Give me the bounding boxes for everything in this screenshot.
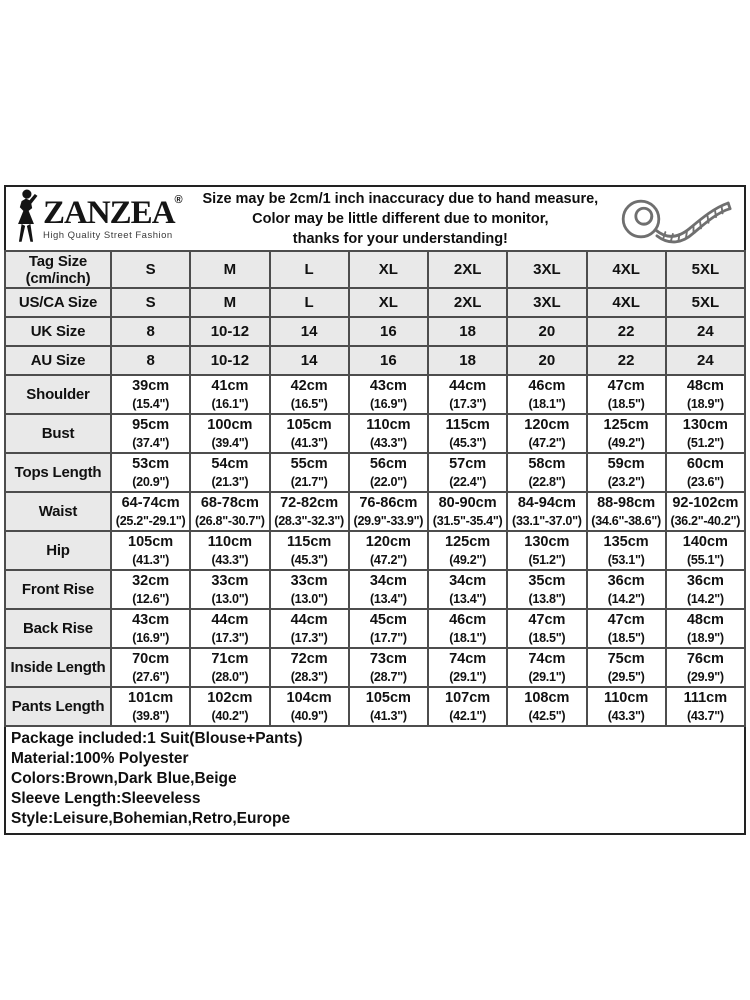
value-cell: 101cm (39.8") xyxy=(111,687,190,726)
disclaimer-line: thanks for your understanding! xyxy=(292,230,508,247)
value-cell: 110cm (43.3") xyxy=(349,414,428,453)
row-label: Back Rise xyxy=(5,609,111,648)
value-cell: 74cm (29.1") xyxy=(428,648,507,687)
value-cell: 64-74cm (25.2"-29.1") xyxy=(111,492,190,531)
value-cell: 47cm (18.5") xyxy=(507,609,586,648)
value-cell: 8 xyxy=(111,346,190,375)
value-cell: 22 xyxy=(587,346,666,375)
row-label: Tops Length xyxy=(5,453,111,492)
value-cell: S xyxy=(111,288,190,317)
value-cell: 10-12 xyxy=(190,317,269,346)
value-cell: 130cm (51.2") xyxy=(666,414,745,453)
value-cell: 59cm (23.2") xyxy=(587,453,666,492)
table-row xyxy=(5,251,745,288)
value-cell: 110cm (43.3") xyxy=(190,531,269,570)
disclaimer-line: Size may be 2cm/1 inch inaccuracy due to hand measure, xyxy=(202,190,599,207)
value-cell: 46cm (18.1") xyxy=(428,609,507,648)
value-cell: 47cm (18.5") xyxy=(587,375,666,414)
value-cell: 18 xyxy=(428,346,507,375)
row-label: Front Rise xyxy=(5,570,111,609)
value-cell: 111cm (43.7") xyxy=(666,687,745,726)
table-row xyxy=(5,609,745,648)
value-cell: 115cm (45.3") xyxy=(270,531,349,570)
detail-line-colors: Colors:Brown,Dark Blue,Beige xyxy=(11,770,237,787)
value-cell: 107cm (42.1") xyxy=(428,687,507,726)
value-cell: 44cm (17.3") xyxy=(190,609,269,648)
value-cell: M xyxy=(190,251,269,288)
value-cell: 102cm (40.2") xyxy=(190,687,269,726)
value-cell: 39cm (15.4") xyxy=(111,375,190,414)
row-label: AU Size xyxy=(5,346,111,375)
detail-line-material: Material:100% Polyester xyxy=(11,750,189,767)
detail-line-style: Style:Leisure,Bohemian,Retro,Europe xyxy=(11,810,291,827)
value-cell: 16 xyxy=(349,317,428,346)
value-cell: 57cm (22.4") xyxy=(428,453,507,492)
value-cell: 88-98cm (34.6"-38.6") xyxy=(587,492,666,531)
value-cell: 24 xyxy=(666,346,745,375)
value-cell: 125cm (49.2") xyxy=(587,414,666,453)
value-cell: 105cm (41.3") xyxy=(111,531,190,570)
value-cell: 105cm (41.3") xyxy=(270,414,349,453)
table-row xyxy=(5,317,745,346)
brand-logo xyxy=(6,186,203,251)
value-cell: 22 xyxy=(587,317,666,346)
value-cell: 95cm (37.4") xyxy=(111,414,190,453)
row-label: US/CA Size xyxy=(5,288,111,317)
size-chart-table xyxy=(4,250,746,727)
value-cell: 130cm (51.2") xyxy=(507,531,586,570)
value-cell: 5XL xyxy=(666,288,745,317)
table-row xyxy=(5,648,745,687)
value-cell: 100cm (39.4") xyxy=(190,414,269,453)
value-cell: 34cm (13.4") xyxy=(428,570,507,609)
value-cell: XL xyxy=(349,288,428,317)
value-cell: 76cm (29.9") xyxy=(666,648,745,687)
value-cell: 71cm (28.0") xyxy=(190,648,269,687)
value-cell: 20 xyxy=(507,346,586,375)
product-details xyxy=(4,727,746,835)
value-cell: 16 xyxy=(349,346,428,375)
value-cell: L xyxy=(270,288,349,317)
value-cell: 56cm (22.0") xyxy=(349,453,428,492)
row-label: Inside Length xyxy=(5,648,111,687)
value-cell: 43cm (16.9") xyxy=(349,375,428,414)
row-label: Pants Length xyxy=(5,687,111,726)
registered-mark: ® xyxy=(174,193,183,206)
value-cell: 20 xyxy=(507,317,586,346)
value-cell: 44cm (17.3") xyxy=(428,375,507,414)
value-cell: 108cm (42.5") xyxy=(507,687,586,726)
value-cell: L xyxy=(270,251,349,288)
value-cell: 105cm (41.3") xyxy=(349,687,428,726)
value-cell: 3XL xyxy=(507,288,586,317)
value-cell: 35cm (13.8") xyxy=(507,570,586,609)
table-row xyxy=(5,346,745,375)
value-cell: 4XL xyxy=(587,288,666,317)
value-cell: 53cm (20.9") xyxy=(111,453,190,492)
value-cell: 58cm (22.8") xyxy=(507,453,586,492)
table-row xyxy=(5,531,745,570)
value-cell: 68-78cm (26.8"-30.7") xyxy=(190,492,269,531)
table-row xyxy=(5,288,745,317)
value-cell: 48cm (18.9") xyxy=(666,609,745,648)
value-cell: 54cm (21.3") xyxy=(190,453,269,492)
value-cell: 8 xyxy=(111,317,190,346)
value-cell: XL xyxy=(349,251,428,288)
value-cell: 47cm (18.5") xyxy=(587,609,666,648)
measuring-tape-icon xyxy=(598,189,744,249)
row-label: Shoulder xyxy=(5,375,111,414)
row-label: Waist xyxy=(5,492,111,531)
value-cell: 33cm (13.0") xyxy=(190,570,269,609)
value-cell: 74cm (29.1") xyxy=(507,648,586,687)
value-cell: 60cm (23.6") xyxy=(666,453,745,492)
value-cell: 115cm (45.3") xyxy=(428,414,507,453)
brand-name: ZANZEA xyxy=(43,194,175,231)
value-cell: 3XL xyxy=(507,251,586,288)
value-cell: 18 xyxy=(428,317,507,346)
size-table-body xyxy=(5,251,745,726)
brand-tagline: High Quality Street Fashion xyxy=(43,229,173,241)
value-cell: 33cm (13.0") xyxy=(270,570,349,609)
value-cell: 41cm (16.1") xyxy=(190,375,269,414)
value-cell: 44cm (17.3") xyxy=(270,609,349,648)
value-cell: 140cm (55.1") xyxy=(666,531,745,570)
value-cell: M xyxy=(190,288,269,317)
value-cell: 104cm (40.9") xyxy=(270,687,349,726)
value-cell: 14 xyxy=(270,346,349,375)
value-cell: 120cm (47.2") xyxy=(507,414,586,453)
value-cell: 72cm (28.3") xyxy=(270,648,349,687)
value-cell: 43cm (16.9") xyxy=(111,609,190,648)
value-cell: 135cm (53.1") xyxy=(587,531,666,570)
value-cell: 120cm (47.2") xyxy=(349,531,428,570)
table-row xyxy=(5,375,745,414)
value-cell: 110cm (43.3") xyxy=(587,687,666,726)
value-cell: 36cm (14.2") xyxy=(666,570,745,609)
value-cell: 5XL xyxy=(666,251,745,288)
value-cell: 80-90cm (31.5"-35.4") xyxy=(428,492,507,531)
woman-silhouette-icon xyxy=(11,188,41,251)
value-cell: 36cm (14.2") xyxy=(587,570,666,609)
table-row xyxy=(5,453,745,492)
value-cell: 84-94cm (33.1"-37.0") xyxy=(507,492,586,531)
detail-line-sleeve: Sleeve Length:Sleeveless xyxy=(11,790,201,807)
size-chart-sheet xyxy=(4,185,746,835)
value-cell: 125cm (49.2") xyxy=(428,531,507,570)
value-cell: 48cm (18.9") xyxy=(666,375,745,414)
value-cell: 42cm (16.5") xyxy=(270,375,349,414)
value-cell: 32cm (12.6") xyxy=(111,570,190,609)
value-cell: 92-102cm (36.2"-40.2") xyxy=(666,492,745,531)
value-cell: 72-82cm (28.3"-32.3") xyxy=(270,492,349,531)
value-cell: 75cm (29.5") xyxy=(587,648,666,687)
value-cell: 24 xyxy=(666,317,745,346)
table-row xyxy=(5,492,745,531)
value-cell: 46cm (18.1") xyxy=(507,375,586,414)
table-row xyxy=(5,414,745,453)
value-cell: 4XL xyxy=(587,251,666,288)
value-cell: 70cm (27.6") xyxy=(111,648,190,687)
value-cell: 55cm (21.7") xyxy=(270,453,349,492)
brand-text-block xyxy=(43,193,183,241)
value-cell: 2XL xyxy=(428,251,507,288)
row-label: Tag Size (cm/inch) xyxy=(5,251,111,288)
value-cell: 14 xyxy=(270,317,349,346)
table-row xyxy=(5,570,745,609)
value-cell: S xyxy=(111,251,190,288)
row-label: Bust xyxy=(5,414,111,453)
value-cell: 10-12 xyxy=(190,346,269,375)
value-cell: 73cm (28.7") xyxy=(349,648,428,687)
value-cell: 34cm (13.4") xyxy=(349,570,428,609)
row-label: UK Size xyxy=(5,317,111,346)
table-row xyxy=(5,687,745,726)
detail-line-package: Package included:1 Suit(Blouse+Pants) xyxy=(11,730,303,747)
value-cell: 2XL xyxy=(428,288,507,317)
value-cell: 45cm (17.7") xyxy=(349,609,428,648)
row-label: Hip xyxy=(5,531,111,570)
disclaimer-line: Color may be little different due to monitor, xyxy=(252,210,549,227)
disclaimer-text xyxy=(203,189,599,249)
value-cell: 76-86cm (29.9"-33.9") xyxy=(349,492,428,531)
sheet-header xyxy=(4,185,746,250)
